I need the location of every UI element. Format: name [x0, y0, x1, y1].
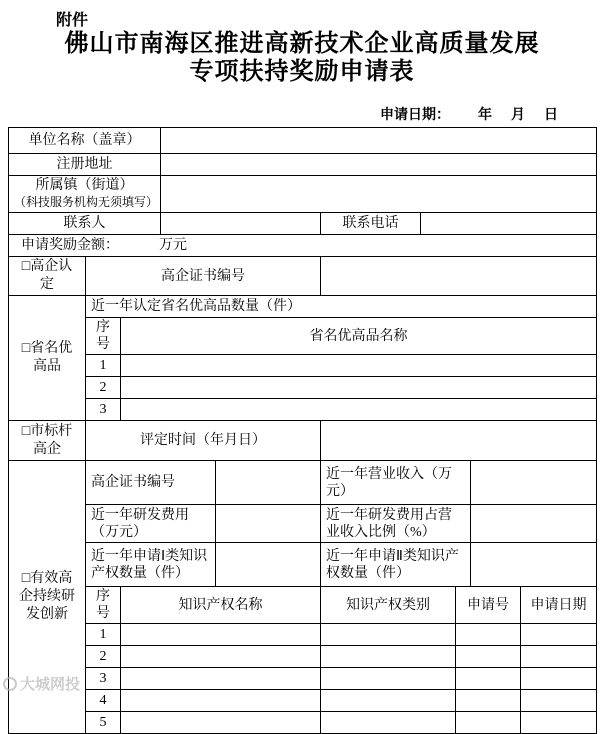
ip-col-date-header: 申请日期 — [521, 587, 597, 624]
mingyou-checkbox[interactable]: □ — [21, 341, 31, 356]
youxiao-rd-ratio-field[interactable] — [471, 505, 597, 543]
reg-address-label: 注册地址 — [9, 154, 161, 176]
ip-col-appno-header: 申请号 — [456, 587, 521, 624]
ip-row-1 — [9, 624, 597, 646]
ip-row-2-no: 2 — [86, 646, 121, 668]
row-town — [9, 176, 597, 213]
page-title-line2: 专项扶持奖励申请表 — [189, 59, 415, 85]
row-youxiao-rd — [9, 505, 597, 543]
phone-label: 联系电话 — [321, 213, 421, 235]
section-biaogan-label — [9, 421, 86, 461]
gaoqi-cert-no-field[interactable] — [321, 257, 597, 296]
phone-field[interactable] — [421, 213, 597, 235]
ip-row-3 — [9, 668, 597, 690]
mingyou-row-1-name-field[interactable] — [121, 355, 597, 377]
mingyou-row-1 — [9, 355, 597, 377]
row-biaogan — [9, 421, 597, 461]
unit-name-field[interactable] — [161, 128, 597, 154]
section-gaoqi-label — [9, 257, 86, 296]
youxiao-checkbox[interactable]: □ — [21, 571, 31, 586]
gaoqi-label-text: 高企认定 — [30, 259, 73, 292]
ip-row-2-appno-field[interactable] — [456, 646, 521, 668]
row-youxiao-cert — [9, 461, 597, 505]
ip-row-1-date-field[interactable] — [521, 624, 597, 646]
row-reg-address — [9, 154, 597, 176]
ip-row-2-name-field[interactable] — [121, 646, 321, 668]
youxiao-label-text: 有效高企持续研发创新 — [19, 571, 75, 622]
ip-row-5-appno-field[interactable] — [456, 712, 521, 734]
reg-address-field[interactable] — [161, 154, 597, 176]
watermark-logo-icon — [3, 677, 17, 691]
ip-row-4-type-field[interactable] — [321, 690, 456, 712]
date-month-label: 月 — [511, 108, 525, 123]
ip-col-no-header: 序号 — [86, 587, 121, 624]
ip-row-1-name-field[interactable] — [121, 624, 321, 646]
mingyou-row-3 — [9, 399, 597, 421]
ip-row-1-type-field[interactable] — [321, 624, 456, 646]
youxiao-ip2-label: 近一年申请Ⅱ类知识产权数量（件） — [321, 543, 471, 587]
ip-row-5-date-field[interactable] — [521, 712, 597, 734]
mingyou-row-2 — [9, 377, 597, 399]
youxiao-cert-no-field[interactable] — [216, 461, 321, 505]
row-contact — [9, 213, 597, 235]
mingyou-col-no-header: 序号 — [86, 318, 121, 355]
row-youxiao-ip — [9, 543, 597, 587]
mingyou-row-3-name-field[interactable] — [121, 399, 597, 421]
ip-row-4-no: 4 — [86, 690, 121, 712]
award-amount-unit: 万元 — [159, 238, 187, 253]
ip-row-2-date-field[interactable] — [521, 646, 597, 668]
mingyou-row-3-no: 3 — [86, 399, 121, 421]
date-label: 申请日期： — [380, 108, 450, 123]
youxiao-ip1-label: 近一年申请Ⅰ类知识产权数量（件） — [86, 543, 216, 587]
biaogan-time-label: 评定时间（年月日） — [86, 421, 321, 461]
watermark — [3, 673, 80, 694]
youxiao-rd-ratio-label: 近一年研发费用占营业收入比例（%） — [321, 505, 471, 543]
row-gaoqi-cert — [9, 257, 597, 296]
page-title — [0, 30, 604, 86]
youxiao-revenue-label: 近一年营业收入（万元） — [321, 461, 471, 505]
biaogan-checkbox[interactable]: □ — [21, 423, 31, 439]
ip-row-1-appno-field[interactable] — [456, 624, 521, 646]
ip-row-5 — [9, 712, 597, 734]
ip-row-3-no: 3 — [86, 668, 121, 690]
ip-row-2 — [9, 646, 597, 668]
row-award-amount — [9, 235, 597, 257]
ip-row-5-name-field[interactable] — [121, 712, 321, 734]
town-field[interactable] — [161, 176, 597, 213]
ip-row-4-date-field[interactable] — [521, 690, 597, 712]
ip-col-type-header: 知识产权类别 — [321, 587, 456, 624]
row-ip-header — [9, 587, 597, 624]
ip-row-4 — [9, 690, 597, 712]
town-label — [9, 176, 161, 213]
attachment-label: 附件 — [56, 12, 89, 29]
watermark-text: 大城网投 — [20, 676, 81, 693]
application-date-line — [0, 104, 604, 124]
row-mingyou-count — [9, 296, 597, 318]
youxiao-rd-cost-label: 近一年研发费用（万元） — [86, 505, 216, 543]
ip-row-3-name-field[interactable] — [121, 668, 321, 690]
contact-label: 联系人 — [9, 213, 161, 235]
youxiao-ip2-field[interactable] — [471, 543, 597, 587]
section-mingyou-label — [9, 296, 86, 421]
contact-field[interactable] — [161, 213, 321, 235]
town-label-line2: （科技服务机构无须填写） — [14, 195, 159, 209]
row-mingyou-header — [9, 318, 597, 355]
ip-row-1-no: 1 — [86, 624, 121, 646]
row-unit-name — [9, 128, 597, 154]
biaogan-label-text: 市标杆高企 — [30, 423, 73, 457]
ip-col-name-header: 知识产权名称 — [121, 587, 321, 624]
town-label-line1: 所属镇（街道） — [35, 178, 134, 193]
ip-row-5-type-field[interactable] — [321, 712, 456, 734]
mingyou-col-name-header: 省名优高品名称 — [121, 318, 597, 355]
youxiao-revenue-field[interactable] — [471, 461, 597, 505]
biaogan-time-field[interactable] — [321, 421, 597, 461]
ip-row-3-appno-field[interactable] — [456, 668, 521, 690]
ip-row-3-date-field[interactable] — [521, 668, 597, 690]
page-title-line1: 佛山市南海区推进高新技术企业高质量发展 — [64, 31, 540, 57]
date-year-label: 年 — [478, 108, 492, 123]
ip-row-5-no: 5 — [86, 712, 121, 734]
gaoqi-cert-no-label: 高企证书编号 — [86, 257, 321, 296]
ip-row-3-type-field[interactable] — [321, 668, 456, 690]
ip-row-4-name-field[interactable] — [121, 690, 321, 712]
mingyou-row-2-name-field[interactable] — [121, 377, 597, 399]
award-amount-label: 申请奖励金额： — [21, 238, 119, 253]
unit-name-label: 单位名称（盖章） — [9, 128, 161, 154]
ip-row-2-type-field[interactable] — [321, 646, 456, 668]
mingyou-row-1-no: 1 — [86, 355, 121, 377]
mingyou-count-label: 近一年认定省名优高品数量（件） — [86, 296, 597, 318]
date-day-label: 日 — [544, 108, 558, 123]
application-form-table — [8, 127, 597, 734]
youxiao-rd-cost-field[interactable] — [216, 505, 321, 543]
ip-row-4-appno-field[interactable] — [456, 690, 521, 712]
mingyou-label-text: 省名优高品 — [30, 341, 73, 374]
youxiao-ip1-field[interactable] — [216, 543, 321, 587]
youxiao-cert-no-label: 高企证书编号 — [86, 461, 216, 505]
mingyou-row-2-no: 2 — [86, 377, 121, 399]
gaoqi-checkbox[interactable]: □ — [21, 259, 31, 274]
award-amount-cell — [9, 235, 597, 257]
